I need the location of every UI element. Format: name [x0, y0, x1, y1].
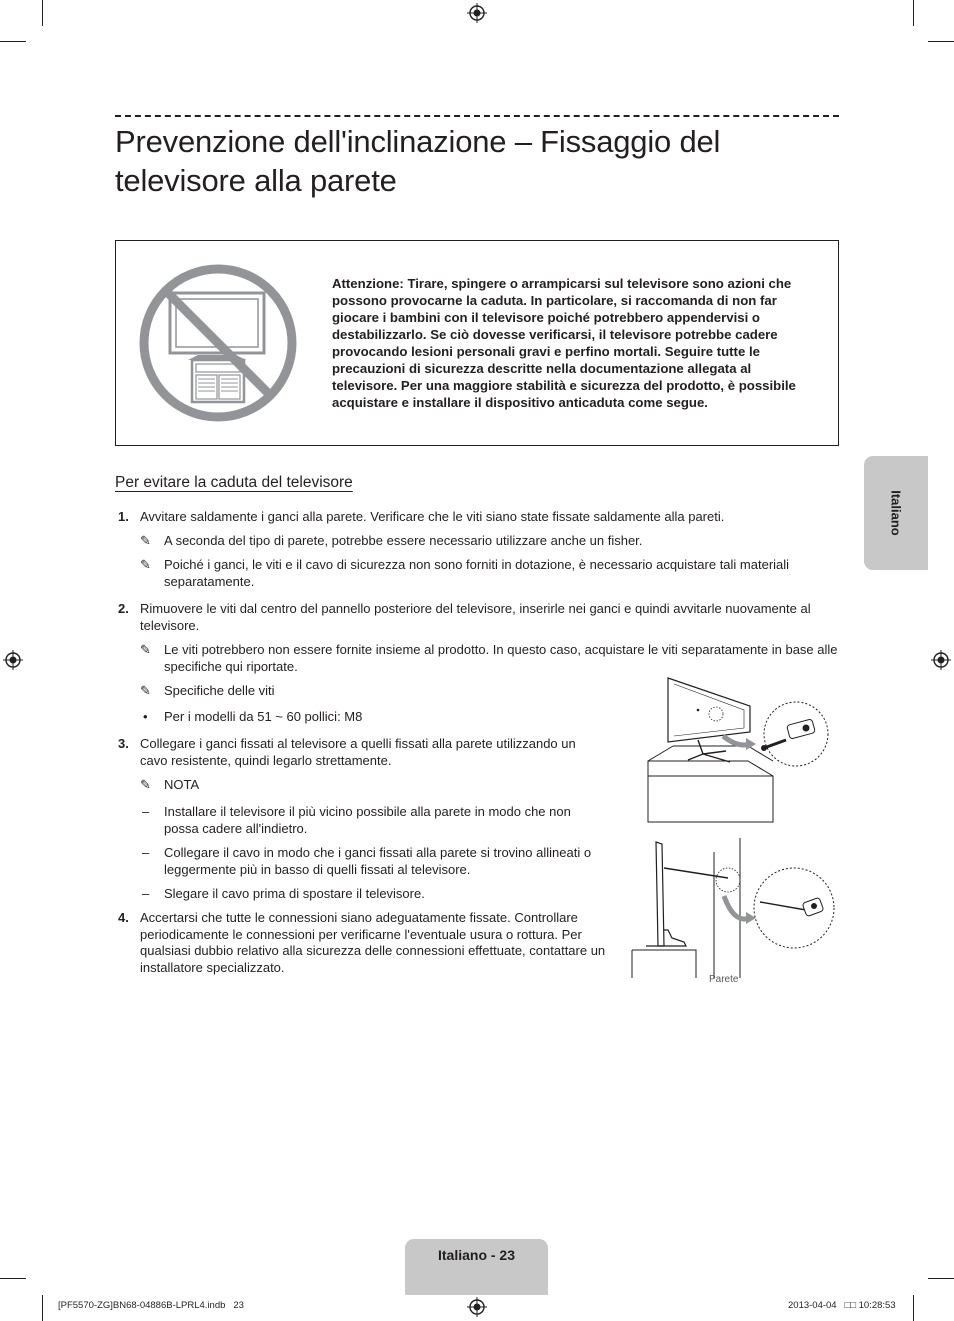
crop-mark [913, 0, 914, 26]
step-text: Collegare i ganci fissati al televisore a quelli fissati alla parete utilizzando un cavo resistente, quindi legarlo strettamente. [140, 736, 576, 768]
step-number: 1. [118, 509, 129, 524]
step-number: 4. [118, 910, 129, 925]
registration-mark-icon [467, 3, 487, 23]
note-text: Specifiche delle viti [164, 683, 275, 698]
crop-mark [0, 41, 26, 42]
note-text: A seconda del tipo di parete, potrebbe essere necessario utilizzare anche un fisher. [164, 533, 643, 548]
note-icon: ✎ [140, 642, 151, 657]
crop-mark [913, 1295, 914, 1321]
step-text: Avvitare saldamente i ganci alla parete. Verificare che le viti siano state fissate saldamente alla pareti. [140, 509, 725, 524]
tv-wall-cable-illustration [628, 838, 868, 978]
section-heading: Per evitare la caduta del televisore [115, 474, 353, 491]
registration-mark-icon [931, 650, 951, 670]
step-number: 3. [118, 736, 129, 751]
registration-mark-icon [467, 1297, 487, 1317]
bullet-text: Per i modelli da 51 ~ 60 pollici: M8 [164, 709, 363, 724]
tv-bracket-screw-illustration [618, 676, 832, 824]
no-tv-on-stand-icon [136, 261, 300, 425]
bullet-marker: • [143, 709, 148, 724]
registration-mark-icon [3, 650, 23, 670]
crop-mark [42, 0, 43, 26]
warning-text: Attenzione: Tirare, spingere o arrampicarsi sul televisore sono azioni che possono provocarne la caduta. In particolare, si raccomanda di non far giocare i bambini con il televisore poiché potrebbero appendervisi o destabilizzarlo. Se ciò dovesse verificarsi, il televisore potrebbe cadere provocando lesioni personali gravi e perfino mortali. Seguire tutte le precauzioni di sicurezza descritte nella documentazione allegata al televisore. Per una maggiore stabilità e sicurezza del prodotto, è possibile acquistare e installare il dispositivo anticaduta come segue. [332, 276, 796, 410]
step-text: Rimuovere le viti dal centro del pannello posteriore del televisore, inserirle nei ganci e quindi avvitarle nuovamente al televisore. [140, 601, 811, 633]
note-text: Poiché i ganci, le viti e il cavo di sicurezza non sono forniti in dotazione, è necessario acquistare tali materiali separatamente. [164, 557, 790, 589]
language-tab-label: Italiano [888, 490, 904, 536]
crop-mark [0, 1278, 26, 1279]
dash-marker: – [142, 886, 150, 901]
step-number: 2. [118, 601, 129, 616]
note-icon: ✎ [140, 777, 151, 792]
note-icon: ✎ [140, 533, 151, 548]
language-tab [864, 456, 928, 570]
dash-marker: – [142, 804, 150, 819]
warning-box [115, 240, 839, 446]
footer-file-info: [PF5570-ZG]BN68-04886B-LPRL4.indb 23 [58, 1300, 244, 1311]
note-label: NOTA [164, 777, 200, 792]
wall-label: Parete [709, 974, 739, 985]
page-number-tab [405, 1239, 548, 1295]
crop-mark [928, 1278, 954, 1279]
note-text: Le viti potrebbero non essere fornite insieme al prodotto. In questo caso, acquistare le viti separatamente in base alle specifiche qui riportate. [164, 642, 838, 674]
title-rule [115, 115, 839, 117]
dash-text: Installare il televisore il più vicino possibile alla parete in modo che non possa cadere all'indietro. [164, 804, 571, 836]
dash-text: Collegare il cavo in modo che i ganci fissati alla parete si trovino allineati o leggermente più in basso di quelli fissati al televisore. [164, 845, 592, 877]
page-number-label: Italiano - 23 [437, 1247, 516, 1263]
page-title: Prevenzione dell'inclinazione – Fissaggio del televisore alla parete [115, 124, 721, 198]
dash-marker: – [142, 845, 150, 860]
footer-timestamp: 2013-04-04 □□ 10:28:53 [788, 1300, 896, 1311]
crop-mark [928, 41, 954, 42]
step-text: Accertarsi che tutte le connessioni siano adeguatamente fissate. Controllare periodicamente le connessioni per verificarne l'eventuale usura o rottura. Per qualsiasi dubbio relativo alla sicurezza delle connessioni effettuate, contattare un installatore specializzato. [140, 910, 606, 975]
crop-mark [42, 1295, 43, 1321]
note-icon: ✎ [140, 683, 151, 698]
note-icon: ✎ [140, 557, 151, 572]
dash-text: Slegare il cavo prima di spostare il televisore. [164, 886, 425, 901]
